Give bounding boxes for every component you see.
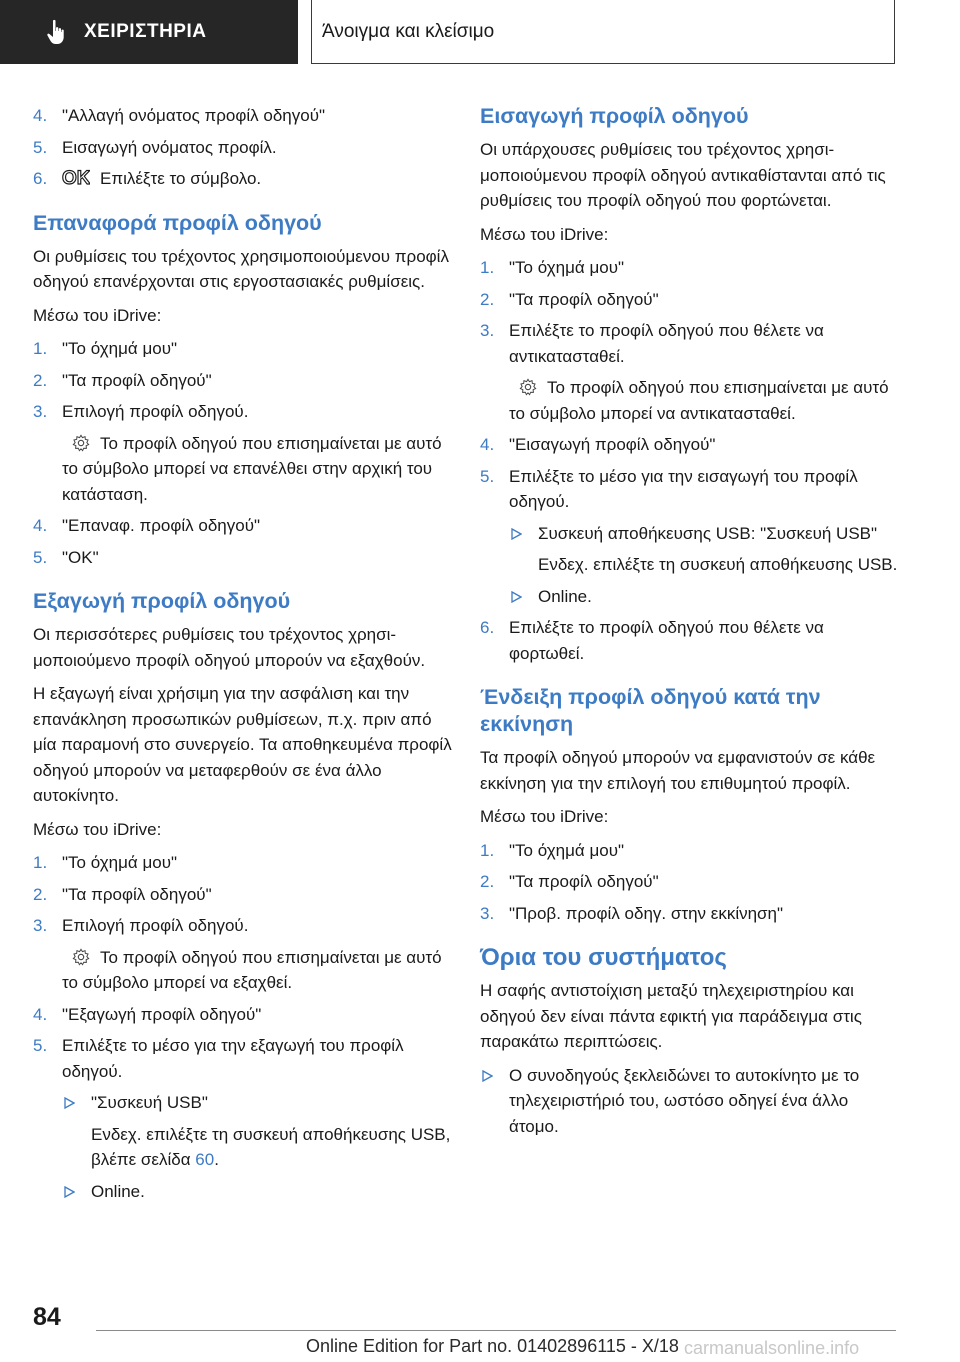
- note: [480, 375, 900, 426]
- list-item: [33, 368, 453, 394]
- list-item: [33, 882, 453, 908]
- step-number: 4.: [33, 106, 48, 125]
- step-number: 5.: [33, 137, 48, 157]
- paragraph: Μέσω του iDrive:: [480, 807, 609, 826]
- step-number: 3.: [33, 402, 48, 421]
- header-chapter-tab: [311, 0, 895, 64]
- import-steps-3: [480, 615, 900, 666]
- section-heading: Επαναφορά προφίλ οδηγού: [33, 210, 322, 235]
- reset-steps-2: [33, 513, 453, 570]
- list-item: [33, 1002, 453, 1028]
- paragraph: Μέσω του iDrive:: [33, 305, 162, 325]
- step-number: 5.: [33, 547, 48, 567]
- step-number: 3.: [33, 916, 48, 935]
- list-item: [33, 399, 453, 425]
- step-text: "Τα προφίλ οδηγού": [509, 289, 659, 309]
- step-text: Επιλέξτε το μέσο για την εξαγωγή του προφίλ οδηγού.: [62, 1036, 404, 1081]
- left-column: [33, 103, 453, 1210]
- step-number: 5.: [33, 1036, 48, 1055]
- step-text: Επιλέξτε το προφίλ οδηγού που θέλετε να φορτωθεί.: [509, 618, 824, 663]
- startup-section: [480, 684, 900, 926]
- step-number: 2.: [33, 884, 48, 904]
- step-number: 6.: [480, 618, 495, 637]
- right-column: [480, 103, 900, 1145]
- import-steps: [480, 255, 900, 369]
- list-item: [480, 287, 900, 313]
- triangle-bullet-icon: [511, 528, 522, 540]
- step-text: Επιλέξτε το μέσο για την εισαγωγή του προφίλ οδηγού.: [509, 466, 858, 511]
- step-text: "Τα προφίλ οδηγού": [62, 370, 212, 390]
- list-item: [33, 913, 453, 939]
- step-text: "Επαναφ. προφίλ οδηγού": [62, 516, 261, 535]
- step-text: Επιλέξτε το σύμβολο.: [100, 169, 262, 188]
- step-text: "Προβ. προφίλ οδηγ. στην εκκίνηση": [509, 903, 784, 923]
- bullet-item: [480, 584, 900, 610]
- hand-pointer-icon: [46, 19, 68, 45]
- step-number: 2.: [480, 872, 495, 891]
- triangle-bullet-icon: [64, 1186, 75, 1198]
- paragraph: Η σαφής αντιστοίχιση μεταξύ τηλεχειριστηρίου και οδηγού δεν είναι πάντα εφικτή για παράδειγμα στις παρακάτω περιπτώσεις.: [480, 981, 862, 1051]
- step-number: 4.: [33, 516, 48, 535]
- bullet-text: "Συσκευή USB": [91, 1093, 208, 1112]
- list-item: [33, 103, 453, 129]
- list-item: [480, 255, 900, 281]
- step-number: 2.: [33, 370, 48, 390]
- list-item: [480, 901, 900, 927]
- paragraph: Οι περισσότερες ρυθμίσεις του τρέχοντος χρησιμοποιούμενο προφίλ οδηγού μπορούν να εξαχθούν.: [33, 625, 426, 670]
- paragraph: Μέσω του iDrive:: [33, 819, 162, 839]
- section-heading: Εξαγωγή προφίλ οδηγού: [33, 589, 291, 613]
- paragraph: Η εξαγωγή είναι χρήσιμη για την ασφάλιση και την επανάκληση προσωπικών ρυθμίσεων, π.χ. πριν από μία παραμονή στο συνεργείο. Τα αποθηκευμένα προφίλ οδηγού μπορούν να μεταφερθούν σε ένα άλλο αυτοκίνητο.: [33, 684, 452, 805]
- step-number: 4.: [33, 1004, 48, 1024]
- step-text: "Το όχημά μου": [62, 853, 178, 872]
- step-number: 2.: [480, 289, 495, 309]
- list-item: [33, 545, 453, 571]
- bullet-item: [480, 1063, 900, 1140]
- gear-icon: [519, 378, 537, 396]
- list-item: [480, 838, 900, 864]
- step-number: 1.: [33, 339, 48, 358]
- bullet-text: Συσκευή αποθήκευσης USB: "Συσκευή USB": [538, 523, 878, 543]
- export-steps: [33, 850, 453, 939]
- list-item: [33, 1033, 453, 1084]
- bullet-subtext: Ενδεχ. επιλέξτε τη συσκευή αποθήκευσης USB, βλέπε σελίδα 60.: [91, 1124, 451, 1169]
- step-text: "Εισαγωγή προφίλ οδηγού": [509, 435, 716, 454]
- list-item: [480, 615, 900, 666]
- step-number: 6.: [33, 169, 48, 188]
- bullet-item: [33, 1090, 453, 1116]
- paragraph: Μέσω του iDrive:: [480, 224, 609, 244]
- list-item: [33, 166, 453, 192]
- note: [33, 945, 453, 996]
- footer-divider: [96, 1330, 896, 1331]
- bullet-text: Online.: [538, 586, 592, 606]
- step-text: "Τα προφίλ οδηγού": [62, 884, 212, 904]
- step-number: 5.: [480, 466, 495, 486]
- import-steps-2: [480, 432, 900, 515]
- list-item: [480, 432, 900, 458]
- header-section-tab: [0, 0, 298, 64]
- page-number: 84: [33, 1303, 61, 1331]
- step-number: 3.: [480, 321, 495, 340]
- chapter-heading: Όρια του συστήματος: [480, 944, 727, 971]
- step-text: "Το όχημά μου": [509, 258, 625, 277]
- list-item: [33, 336, 453, 362]
- list-item: [33, 513, 453, 539]
- step-text: Επιλογή προφίλ οδηγού.: [62, 916, 249, 935]
- step-text: "Αλλαγή ονόματος προφίλ οδηγού": [62, 106, 326, 125]
- step-text: "OK": [62, 547, 99, 567]
- triangle-bullet-icon: [511, 591, 522, 603]
- section-heading: Εισαγωγή προφίλ οδηγού: [480, 104, 749, 128]
- export-section: [33, 588, 453, 1204]
- header-section-title: ΧΕΙΡΙΣΤΗΡΙΑ: [84, 21, 207, 42]
- step-number: 1.: [480, 258, 495, 277]
- gear-icon: [72, 434, 90, 452]
- header-chapter-title: Άνοιγμα και κλείσιμο: [322, 20, 495, 42]
- note-text: Το προφίλ οδηγού που επισημαίνεται με αυτό το σύμβολο μπορεί να επανέλθει στην αρχική του κατάσταση.: [62, 433, 442, 504]
- ok-symbol-icon: [62, 168, 90, 186]
- step-text: Επιλέξτε το προφίλ οδηγού που θέλετε να αντικατασταθεί.: [509, 321, 824, 366]
- list-item: [33, 135, 453, 161]
- bullet-item: [33, 1179, 453, 1205]
- note: [33, 431, 453, 508]
- step-text: "Τα προφίλ οδηγού": [509, 872, 659, 891]
- bullet-subtext: Ενδεχ. επιλέξτε τη συσκευή αποθήκευσης USB.: [538, 555, 898, 574]
- paragraph: Οι υπάρχουσες ρυθμίσεις του τρέχοντος χρησιμοποιούμενου προφίλ οδηγού αντικαθίστανται από τις ρυθμίσεις του προφίλ οδηγού που φορτώνεται.: [480, 140, 886, 210]
- reset-steps: [33, 336, 453, 425]
- startup-steps: [480, 838, 900, 927]
- limits-section: [480, 944, 900, 1139]
- bullet-item: [480, 521, 900, 547]
- rename-steps: [33, 103, 453, 192]
- section-heading: Ένδειξη προφίλ οδηγού κατά την εκκίνηση: [480, 685, 821, 736]
- step-number: 1.: [33, 853, 48, 872]
- note-text: Το προφίλ οδηγού που επισημαίνεται με αυτό το σύμβολο μπορεί να εξαχθεί.: [62, 947, 442, 992]
- step-text: Εισαγωγή ονόματος προφίλ.: [62, 137, 277, 157]
- step-number: 3.: [480, 903, 495, 923]
- import-section: [480, 103, 900, 666]
- page-link[interactable]: 60: [195, 1150, 215, 1169]
- list-item: [33, 850, 453, 876]
- watermark: carmanualsonline.info: [684, 1338, 860, 1358]
- step-number: 4.: [480, 435, 495, 454]
- step-text: "Το όχημά μου": [62, 339, 178, 358]
- bullet-text: Online.: [91, 1181, 145, 1201]
- step-text: "Εξαγωγή προφίλ οδηγού": [62, 1004, 262, 1024]
- footer-edition: Online Edition for Part no. 01402896115 - X/18: [306, 1336, 679, 1356]
- list-item: [480, 318, 900, 369]
- bullet-text: Ο συνοδηγούς ξεκλειδώνει το αυτοκίνητο με το τηλεχειριστήριό του, ωστόσο οδηγεί ένα άλλο άτομο.: [509, 1065, 860, 1136]
- svg-text:OK: OK: [62, 168, 90, 186]
- step-number: 1.: [480, 840, 495, 860]
- list-item: [480, 464, 900, 515]
- gear-icon: [72, 948, 90, 966]
- note-text: Το προφίλ οδηγού που επισημαίνεται με αυτό το σύμβολο μπορεί να αντικατασταθεί.: [509, 378, 889, 423]
- step-text: "Το όχημά μου": [509, 840, 625, 860]
- step-text: Επιλογή προφίλ οδηγού.: [62, 402, 249, 421]
- paragraph: Τα προφίλ οδηγού μπορούν να εμφανιστούν σε κάθε εκκίνηση για την επιλογή του επιθυμητού προφίλ.: [480, 748, 876, 793]
- export-steps-2: [33, 1002, 453, 1085]
- list-item: [480, 869, 900, 895]
- reset-section: [33, 210, 453, 571]
- paragraph: Οι ρυθμίσεις του τρέχοντος χρησιμοποιούμενου προφίλ οδηγού επανέρχονται στις εργοστασιακές ρυθμίσεις.: [33, 246, 449, 291]
- triangle-bullet-icon: [482, 1070, 493, 1082]
- triangle-bullet-icon: [64, 1097, 75, 1109]
